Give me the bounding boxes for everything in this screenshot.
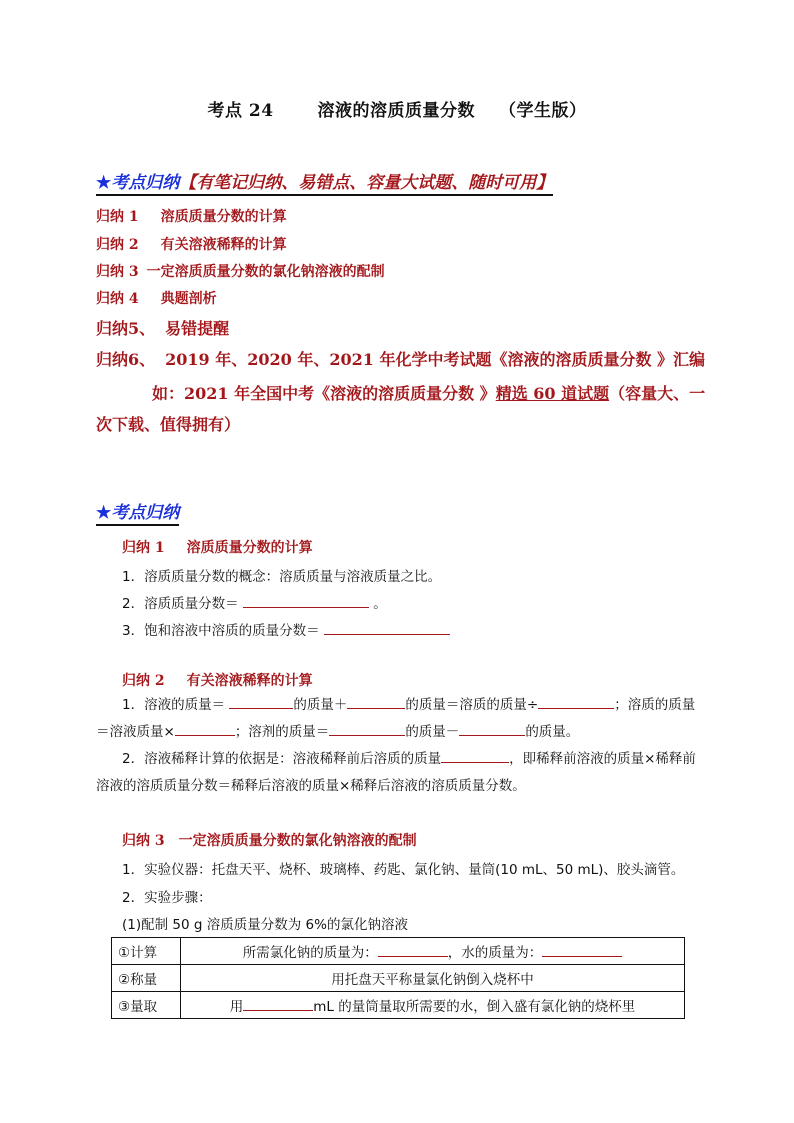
answer-blank[interactable] [538, 694, 614, 709]
title-edition: （学生版） [499, 101, 587, 121]
page-title [0, 96, 794, 121]
answer-blank[interactable] [347, 694, 405, 709]
section2-paragraph1: 1．溶液的质量＝ 的质量＋ 的质量＝溶质的质量÷ ；溶质的质量＝溶液质量× ；溶剂的质量＝ 的质量－ 的质量。 [96, 692, 700, 746]
toc-item-5: 归纳5、 易错提醒 [96, 319, 230, 338]
section3-heading: 归纳 3 一定溶质质量分数的氯化钠溶液的配制 [122, 833, 417, 849]
section1-item1: 1．溶质质量分数的概念：溶质质量与溶液质量之比。 [122, 569, 442, 585]
step-label: ①计算 [112, 938, 181, 965]
section2-heading: 归纳 2 有关溶液稀释的计算 [122, 673, 313, 689]
summary-header [96, 168, 553, 196]
section1-item3: 3．饱和溶液中溶质的质量分数＝ [122, 619, 450, 639]
answer-blank[interactable] [243, 593, 369, 608]
answer-blank[interactable] [329, 721, 405, 736]
star-icon: ★ [96, 173, 112, 193]
table-row [112, 992, 685, 1019]
star-icon: ★ [96, 503, 112, 523]
toc-item-4: 归纳 4 典题剖析 [96, 291, 217, 307]
toc-item-1: 归纳 1 溶质质量分数的计算 [96, 209, 287, 225]
section1-heading: 归纳 1 溶质质量分数的计算 [122, 540, 313, 556]
table-row [112, 965, 685, 992]
title-topic-number: 考点 24 [207, 101, 274, 121]
step-content: 用托盘天平称量氯化钠倒入烧杯中 [181, 965, 685, 992]
toc-item-2: 归纳 2 有关溶液稀释的计算 [96, 237, 287, 253]
answer-blank[interactable] [459, 721, 525, 736]
answer-blank[interactable] [243, 996, 313, 1011]
toc-item-3: 归纳 3 一定溶质质量分数的氯化钠溶液的配制 [96, 264, 385, 280]
answer-blank[interactable] [324, 620, 450, 635]
section3-item2: 2．实验步骤： [122, 890, 212, 906]
answer-blank[interactable] [441, 748, 509, 763]
toc-note: 如：2021 年全国中考《溶液的溶质质量分数 》精选 60 道试题（容量大、一次下载、值得拥有） [96, 384, 706, 434]
title-topic-name: 溶液的溶质质量分数 [317, 101, 476, 121]
toc-note-link[interactable]: 精选 60 道试题 [495, 384, 610, 403]
section3-item1: 1．实验仪器：托盘天平、烧杯、玻璃棒、药匙、氯化钠、量筒(10 mL、50 mL)、胶头滴管。 [122, 862, 685, 878]
toc-item-6: 归纳6、 2019 年、2020 年、2021 年化学中考试题《溶液的溶质质量分数 》汇编 [96, 350, 706, 369]
answer-blank[interactable] [175, 721, 235, 736]
section3-item3: (1)配制 50 g 溶质质量分数为 6%的氯化钠溶液 [122, 917, 408, 933]
section-header [96, 498, 179, 526]
summary-header-label: 考点归纳 [111, 173, 180, 193]
step-content: 用 mL 的量筒量取所需要的水，倒入盛有氯化钠的烧杯里 [181, 992, 685, 1019]
step-label: ③量取 [112, 992, 181, 1019]
step-label: ②称量 [112, 965, 181, 992]
section1-item2: 2．溶质质量分数＝ 。 [122, 592, 387, 612]
section2-paragraph2: 2．溶液稀释计算的依据是：溶液稀释前后溶质的质量 ，即稀释前溶液的质量×稀释前溶液的溶质质量分数＝稀释后溶液的质量×稀释后溶液的溶质质量分数。 [96, 746, 700, 800]
answer-blank[interactable] [229, 694, 293, 709]
table-row [112, 938, 685, 965]
answer-blank[interactable] [378, 942, 448, 957]
answer-blank[interactable] [542, 942, 622, 957]
steps-table [111, 937, 685, 1019]
step-content: 所需氯化钠的质量为： ，水的质量为： [181, 938, 685, 965]
summary-header-note: 【有笔记归纳、易错点、容量大试题、随时可用】 [179, 173, 554, 193]
section-header-label: 考点归纳 [111, 503, 180, 523]
